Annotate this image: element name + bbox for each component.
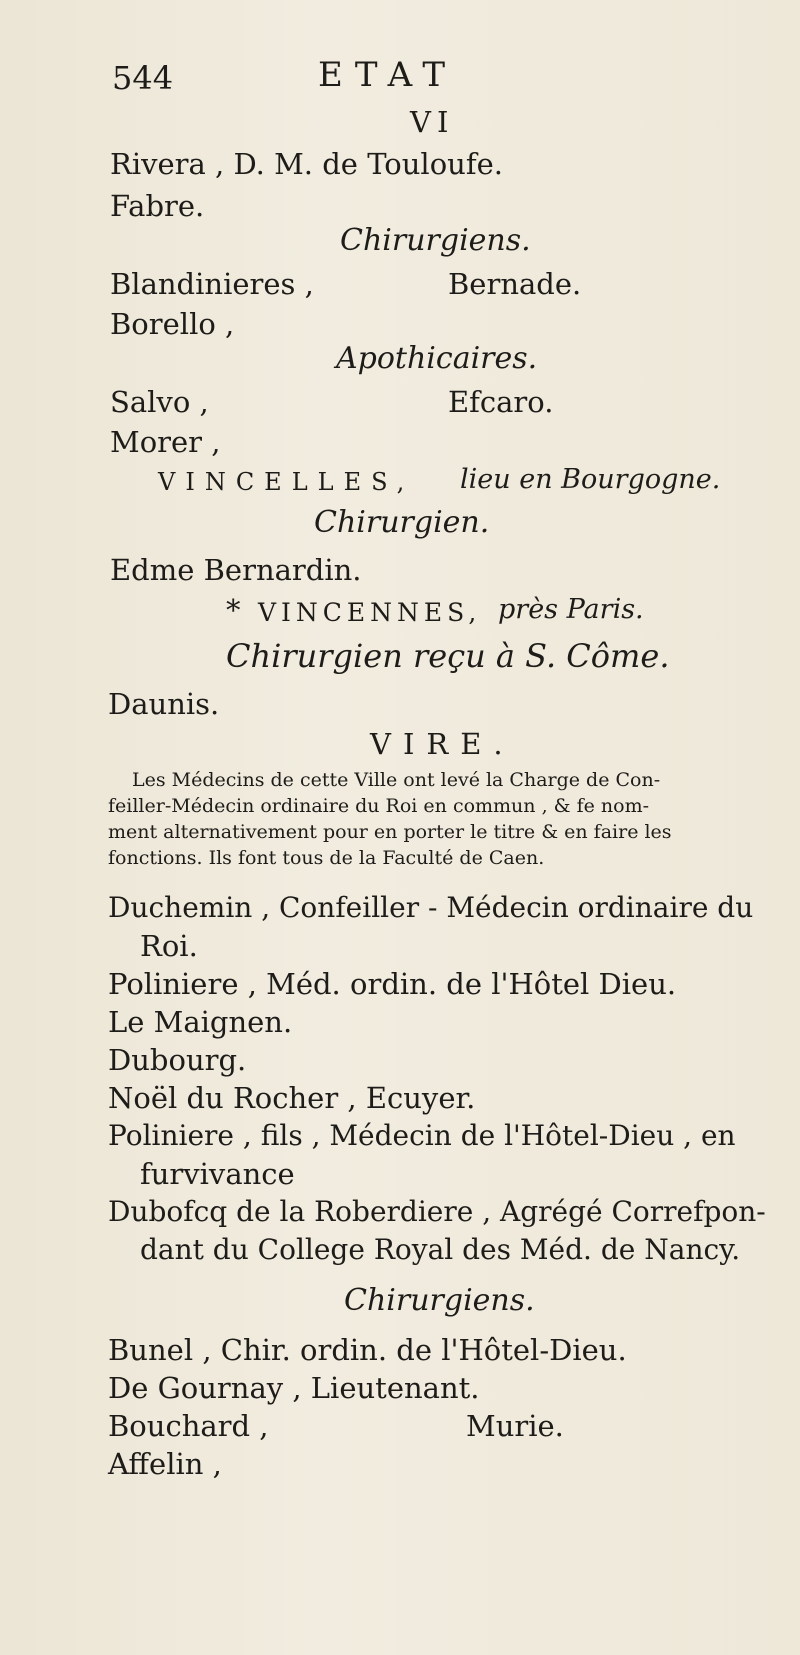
heading-chirurgien-recu: Chirurgien reçu à S. Côme. [226,637,670,675]
place-vincennes: VINCENNES, [258,598,482,627]
entry-escaro: Efcaro. [448,385,554,419]
entry-bunel: Bunel , Chir. ordin. de l'Hôtel-Dieu. [108,1333,627,1367]
entry-de-gournay: De Gournay , Lieutenant. [108,1371,480,1405]
place-vincennes-desc: près Paris. [498,594,644,625]
entry-duchemin-cont: Roi. [140,929,198,963]
place-vire: VIRE. [370,727,515,761]
entry-poliniere: Poliniere , Méd. ordin. de l'Hôtel Dieu. [108,967,677,1001]
entry-daunis: Daunis. [108,687,220,721]
entry-le-maignen: Le Maignen. [108,1005,293,1039]
entry-murie: Murie. [466,1409,564,1443]
royal-asterisk: * [226,593,241,627]
entry-borello: Borello , [110,307,235,341]
entry-dubosq: Dubofcq de la Roberdiere , Agrégé Correfpon- [108,1195,766,1228]
note-line-3: ment alternativement pour en porter le titre & en faire les [108,821,672,843]
running-title: ETAT [318,55,458,95]
note-line-1: Les Médecins de cette Ville ont levé la Charge de Con- [132,769,661,791]
heading-chirurgiens-1: Chirurgiens. [340,223,531,258]
heading-apothicaires: Apothicaires. [336,341,538,376]
entry-blandinieres: Blandinieres , [110,267,314,301]
entry-duchemin: Duchemin , Confeiller - Médecin ordinaire du [108,891,754,924]
entry-dubourg: Dubourg. [108,1043,247,1077]
entry-fabre: Fabre. [110,189,205,223]
entry-salvo: Salvo , [110,385,209,419]
heading-chirurgien-1: Chirurgien. [314,505,490,540]
entry-rivera: Rivera , D. M. de Touloufe. [110,147,503,181]
place-vincelles-desc: lieu en Bourgogne. [460,464,721,495]
entry-poliniere-fils-cont: furvivance [140,1157,295,1191]
entry-dubosq-cont: dant du College Royal des Méd. de Nancy. [140,1233,741,1266]
entry-morer: Morer , [110,425,221,459]
entry-asselin: Affelin , [108,1447,222,1481]
entry-bernade: Bernade. [448,267,582,301]
note-line-2: feiller-Médecin ordinaire du Roi en commun , & fe nom- [108,795,650,817]
entry-bouchard: Bouchard , [108,1409,269,1443]
page-number: 544 [112,59,174,97]
section-heading-vi: VI [410,105,455,139]
place-vincelles: VINCELLES, [158,468,415,496]
entry-noel-du-rocher: Noël du Rocher , Ecuyer. [108,1081,476,1115]
entry-edme-bernardin: Edme Bernardin. [110,553,362,587]
heading-chirurgiens-2: Chirurgiens. [344,1283,535,1318]
note-line-4: fonctions. Ils font tous de la Faculté de Caen. [108,847,545,869]
entry-poliniere-fils: Poliniere , fils , Médecin de l'Hôtel-Dieu , en [108,1119,736,1152]
